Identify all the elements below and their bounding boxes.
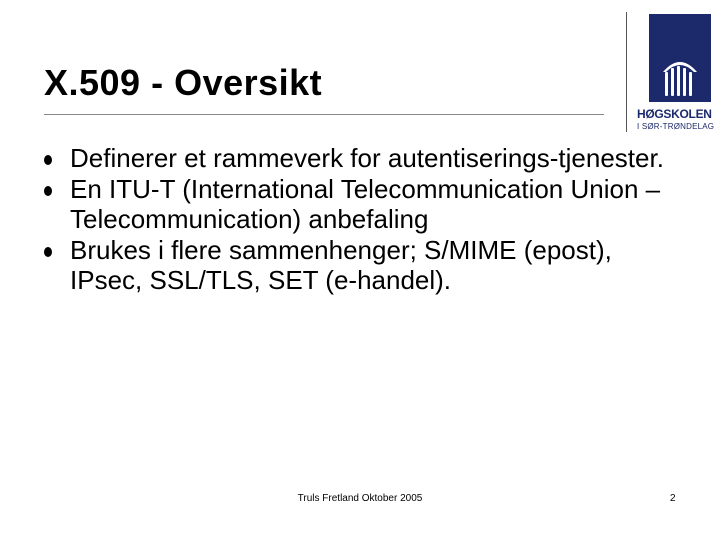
bullet-item — [44, 235, 664, 296]
title-divider — [44, 114, 604, 115]
school-logo — [634, 12, 714, 132]
page-number: 2 — [670, 493, 676, 504]
logo-name: HØGSKOLEN — [637, 107, 712, 121]
bullet-dot-icon — [44, 186, 52, 196]
bullet-dot-icon — [44, 155, 52, 165]
slide-footer: Truls Fretland Oktober 2005 — [297, 493, 423, 504]
logo-divider — [626, 12, 627, 132]
bullet-list — [44, 143, 664, 296]
slide-title: X.509 - Oversikt — [44, 62, 323, 103]
bullet-item — [44, 143, 664, 174]
logo-subname: I SØR-TRØNDELAG — [637, 122, 715, 131]
bullet-text: Definerer et rammeverk for autentiserings-tjenester. — [70, 143, 664, 173]
bullet-text: En ITU-T (International Telecommunication Union – Telecommunication) anbefaling — [70, 173, 661, 234]
logo-emblem-icon — [649, 14, 711, 102]
bullet-item — [44, 174, 664, 235]
bullet-dot-icon — [44, 247, 52, 257]
bullet-text: Brukes i flere sammenhenger; S/MIME (epost), IPsec, SSL/TLS, SET (e-handel). — [70, 234, 612, 295]
